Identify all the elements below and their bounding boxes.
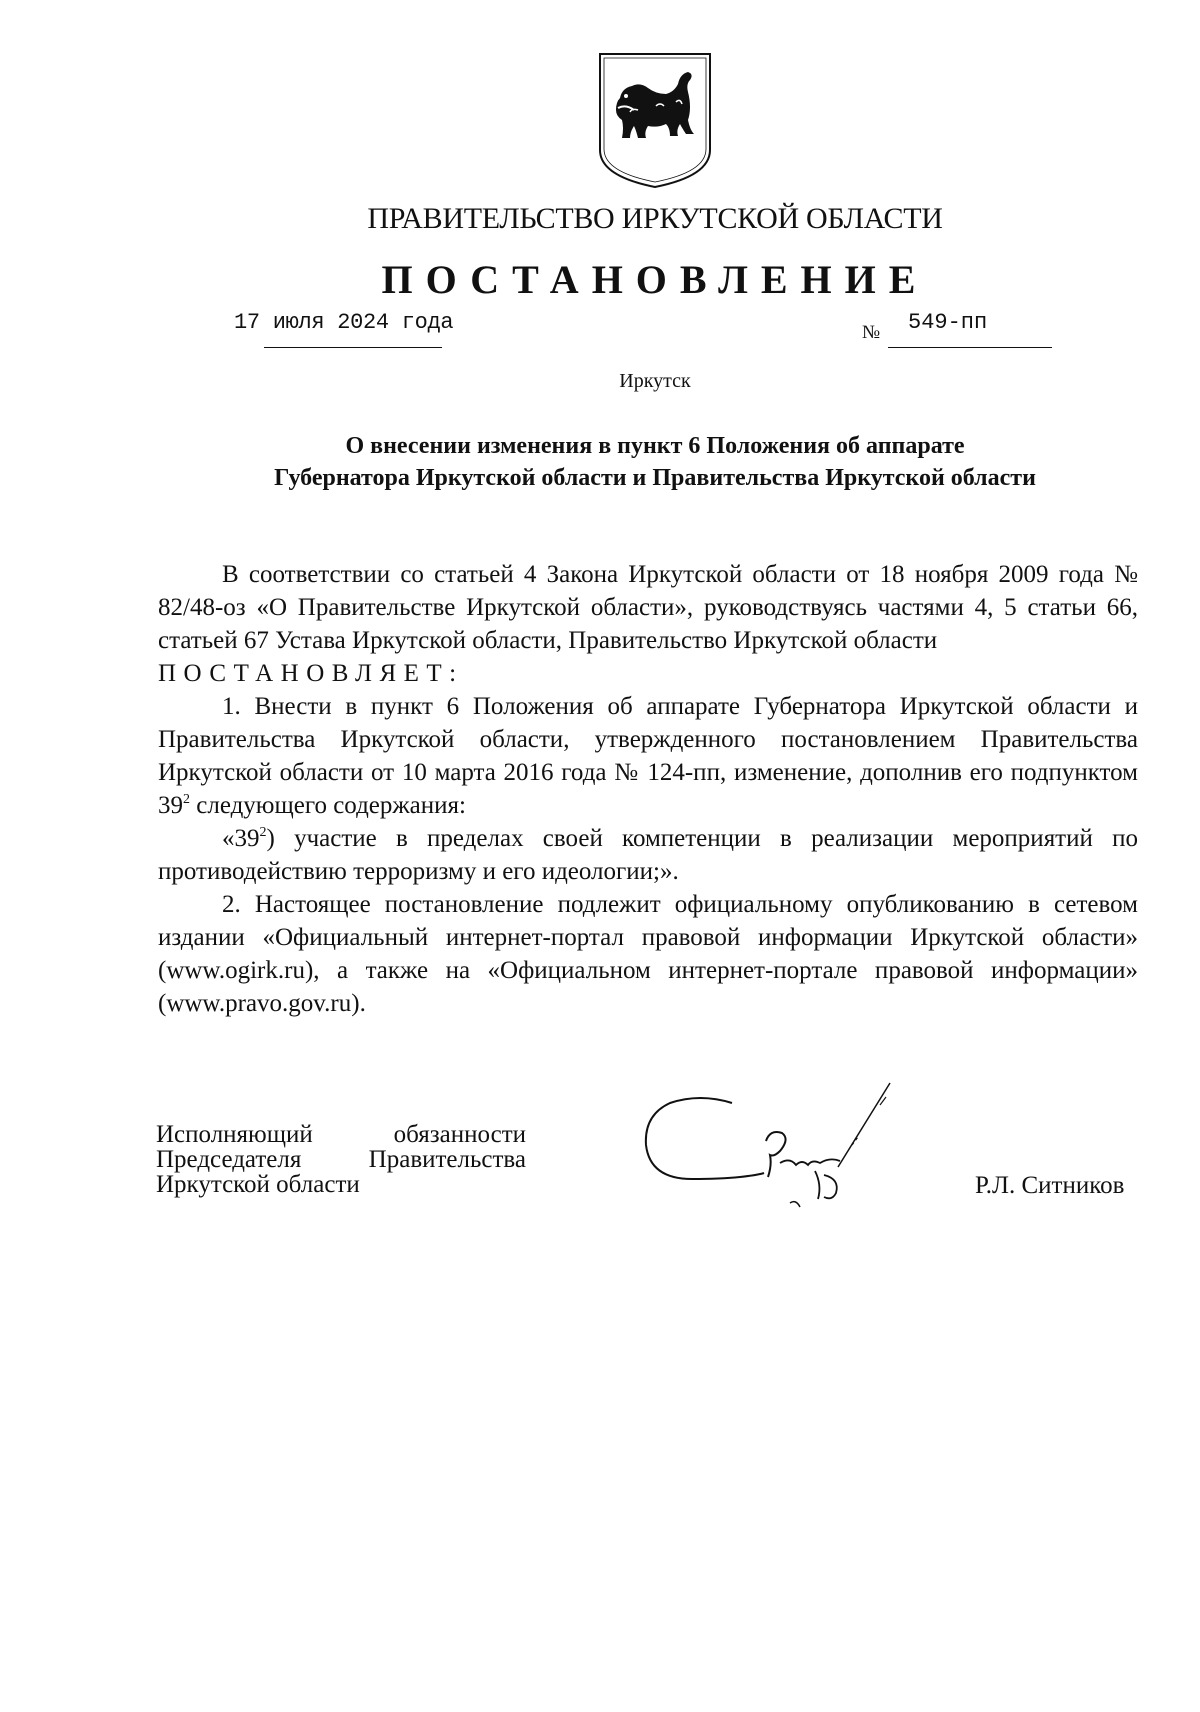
signer-position-line-1: Исполняющий обязанности xyxy=(156,1121,526,1148)
quote-text: ) участие в пределах своей компетенции в реализации мероприятий по противодействию терроризму и его идеологии;». xyxy=(158,825,1138,885)
number-underline xyxy=(888,347,1052,348)
subject-line-1: О внесении изменения в пункт 6 Положения об аппарате xyxy=(345,433,965,459)
subject-line-2: Губернатора Иркутской области и Правительства Иркутской области xyxy=(274,465,1036,491)
date-field xyxy=(234,310,464,335)
item-1-superscript: 2 xyxy=(183,792,190,807)
item-1-paragraph xyxy=(158,690,1138,822)
number-sign: № xyxy=(862,322,881,343)
document-body xyxy=(158,558,1138,1020)
date-underline xyxy=(264,347,442,348)
document-subject xyxy=(160,430,1150,494)
org-name: ПРАВИТЕЛЬСТВО ИРКУТСКОЙ ОБЛАСТИ xyxy=(367,202,943,235)
handwritten-signature xyxy=(640,1075,930,1220)
quoted-subitem-paragraph xyxy=(158,822,1138,888)
resolves-heading: ПОСТАНОВЛЯЕТ: xyxy=(158,660,464,687)
preamble-paragraph: В соответствии со статьей 4 Закона Иркутской области от 18 ноября 2009 года № 82/48-оз «О Правительстве Иркутской области», руководствуясь частями 4, 5 статьи 66, статьей 67 Устава Иркутской области, Правительство Иркутской области xyxy=(158,561,1138,654)
signer-position-line-3: Иркутской области xyxy=(156,1171,360,1198)
city-name: Иркутск xyxy=(619,370,691,392)
signer-name: Р.Л. Ситников xyxy=(975,1172,1125,1199)
document-type-title: ПОСТАНОВЛЕНИЕ xyxy=(381,257,929,302)
signer-position-line-2: Председателя Правительства xyxy=(156,1146,526,1173)
signer-position xyxy=(156,1122,526,1197)
quote-superscript: 2 xyxy=(259,825,267,840)
item-1-tail: следующего содержания: xyxy=(190,792,466,819)
item-2-paragraph: 2. Настоящее постановление подлежит официальному опубликованию в сетевом издании «Официальный интернет-портал правовой информации Иркутской области» (www.ogirk.ru), а также на «Официальном интернет-портале правовой информации» (www.pravo.gov.ru). xyxy=(158,891,1138,1017)
document-date: 17 июля 2024 года xyxy=(234,310,454,335)
irkutsk-coat-of-arms-icon xyxy=(596,50,714,190)
quote-prefix: «39 xyxy=(222,825,260,852)
document-number: 549-пп xyxy=(908,310,988,335)
item-1-text: 1. Внести в пункт 6 Положения об аппарате Губернатора Иркутской области и Правительства Иркутской области, утвержденного постановлением Правительства Иркутской области от 10 марта 2016 года № 124-пп, изменение, дополнив его подпунктом 39 xyxy=(158,693,1138,819)
